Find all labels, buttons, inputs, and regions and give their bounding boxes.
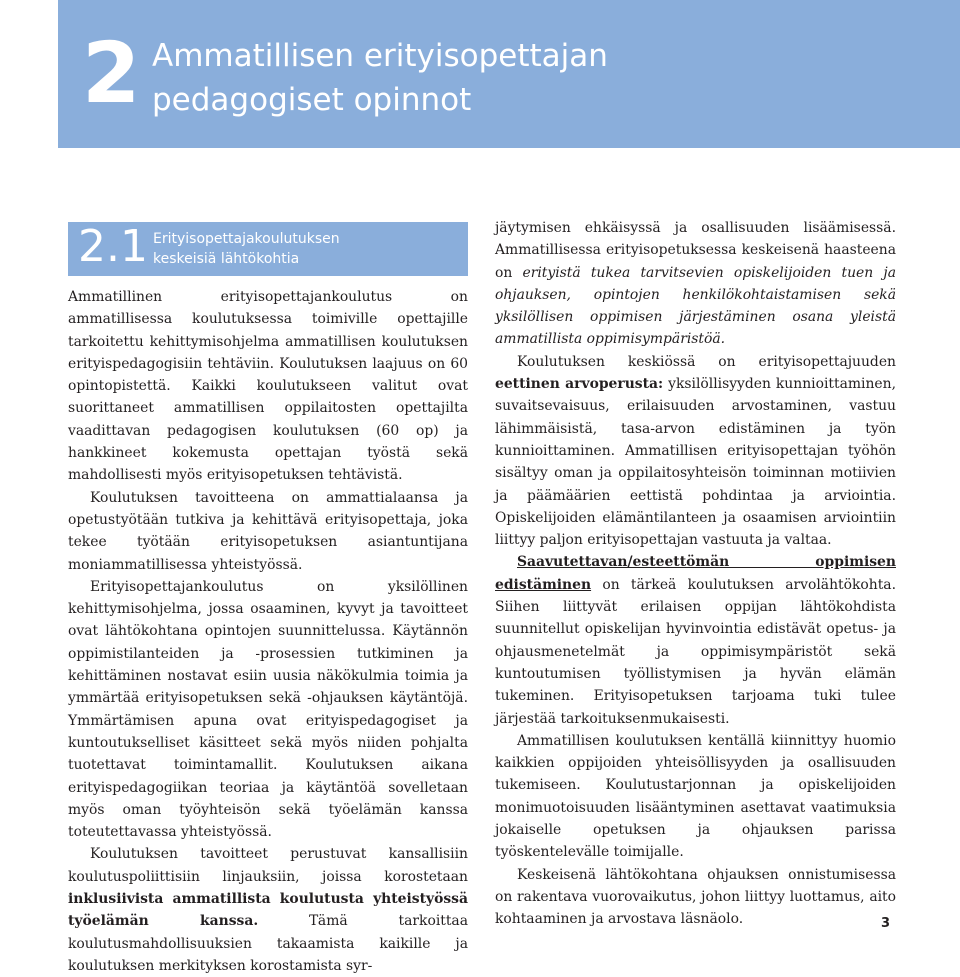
paragraph-text: Tämä tarkoittaa koulutusmahdollisuuksien takaamista kaikille ja koulutuksen merkityksen korostamista syr- <box>68 913 468 974</box>
section-title <box>153 229 340 269</box>
paragraph <box>495 351 896 552</box>
paragraph-text: Koulutuksen keskiössä on erityisopettajuuden <box>517 353 896 370</box>
paragraph <box>68 843 468 977</box>
left-column <box>68 286 468 977</box>
chapter-title <box>152 34 608 122</box>
paragraph <box>495 217 896 351</box>
section-title-line-2: keskeisiä lähtökohtia <box>153 251 300 267</box>
paragraph: Koulutuksen tavoitteena on ammattialaansa ja opetustyötään tutkiva ja kehittävä erityisopettaja, joka tekee työtään erityisopetuksen asiantuntijana moniammatillisessa yhteistyössä. <box>68 489 468 573</box>
paragraph-text: on tärkeä koulutuksen arvolähtökohta. Siihen liittyvät erilaisen oppijan lähtökohdista suunnitellut opiskelijan hyvinvointia edistävät opetus- ja ohjausmenetelmät ja oppimisympäristöt sekä kuntoutumisen työllistymisen ja hyvän elämän tukeminen. Erityisopetuksen tarjoama tuki tulee järjestää tarkoituksenmukaisesti. <box>495 576 896 727</box>
chapter-number: 2 <box>82 24 141 122</box>
emphasis-text: inklusiivista ammatillista koulutusta yhteistyössä työelämän kanssa. <box>68 891 468 930</box>
page-number: 3 <box>881 916 891 931</box>
chapter-title-line-1: Ammatillisen erityisopettajan <box>152 38 608 74</box>
paragraph <box>495 551 896 729</box>
emphasis-text: Saavutettavan/esteettömän oppimisen edistäminen <box>495 554 896 593</box>
paragraph: Keskeisenä lähtökohtana ohjauksen onnistumisessa on rakentava vuorovaikutus, johon liittyy luottamus, aito kohtaaminen ja arvostava läsnäolo. <box>495 866 896 928</box>
right-column <box>495 217 896 931</box>
italic-text: erityistä tukea tarvitsevien opiskelijoiden tuen ja ohjauksen, opintojen henkilökohtaistamisen sekä yksilöllisen oppimisen järjestäminen osana yleistä ammatillista oppimisympäristöä. <box>495 264 896 348</box>
paragraph-text: yksilöllisyyden kunnioittaminen, suvaitsevaisuus, erilaisuuden arvostaminen, vastuu lähimmäisistä, tasa-arvon edistäminen ja työn kunnioittaminen. Ammatillisen erityisopettajan työhön sisältyy oman ja oppilaitosyhteisön toiminnan motiivien ja päämäärien eettistä pohdintaa ja arviointia. Opiskelijoiden elämäntilanteen ja osaamisen arviointiin liittyy paljon erityisopettajan vastuuta ja valtaa. <box>495 376 896 549</box>
paragraph: Ammatillinen erityisopettajankoulutus on ammatillisessa koulutuksessa toimiville opettajille tarkoitettu kehittymisohjelma ammatillisen koulutuksen erityispedagogisiin tehtäviin. Koulutuksen laajuus on 60 opintopistettä. Kaikki koulutukseen valitut ovat suorittaneet ammatillisen oppilaitosten opettajilta vaadittavan pedagogisen koulutuksen (60 op) ja hankkineet kokemusta opettajan työstä sekä mahdollisesti myös erityisopetuksen tehtävistä. <box>68 289 468 484</box>
paragraph-text: Koulutuksen tavoitteet perustuvat kansallisiin koulutuspoliittisiin linjauksiin, joissa korostetaan <box>68 846 468 885</box>
paragraph: Erityisopettajankoulutus on yksilöllinen kehittymisohjelma, jossa osaaminen, kyvyt ja tavoitteet ovat lähtökohtana opintojen suunnittelussa. Käytännön oppimistilanteiden ja -prosessien tutkiminen ja kehittäminen nostavat esiin uusia näkökulmia toimia ja ymmärtää erityisopetuksen sekä -ohjauksen käytäntöjä. Ymmärtämisen apuna ovat erityispedagogiset ja kuntoutukselliset käsitteet sekä myös niiden pohjalta tuotettavat toimintamallit. Koulutuksen aikana erityispedagogiikan teoriaa ja käytäntöä sovelletaan myös oman työyhteisön sekä työelämän kanssa toteutettavassa yhteistyössä. <box>68 578 468 841</box>
section-number: 2.1 <box>78 221 148 272</box>
emphasis-text: eettinen arvoperusta: <box>495 376 664 393</box>
paragraph-text: jäytymisen ehkäisyssä ja osallisuuden lisäämisessä. Ammatillisessa erityisopetuksessa keskeisenä haasteena on <box>495 220 896 281</box>
chapter-title-line-2: pedagogiset opinnot <box>152 82 472 118</box>
paragraph: Ammatillisen koulutuksen kentällä kiinnittyy huomio kaikkien oppijoiden yhteisöllisyyden ja osallisuuden tukemiseen. Koulutustarjonnan ja opiskelijoiden monimuotoisuuden lisääntyminen asettavat vaatimuksia jokaiselle opetuksen ja ohjauksen parissa työskentelevälle toimijalle. <box>495 732 896 861</box>
section-title-line-1: Erityisopettajakoulutuksen <box>153 231 340 247</box>
